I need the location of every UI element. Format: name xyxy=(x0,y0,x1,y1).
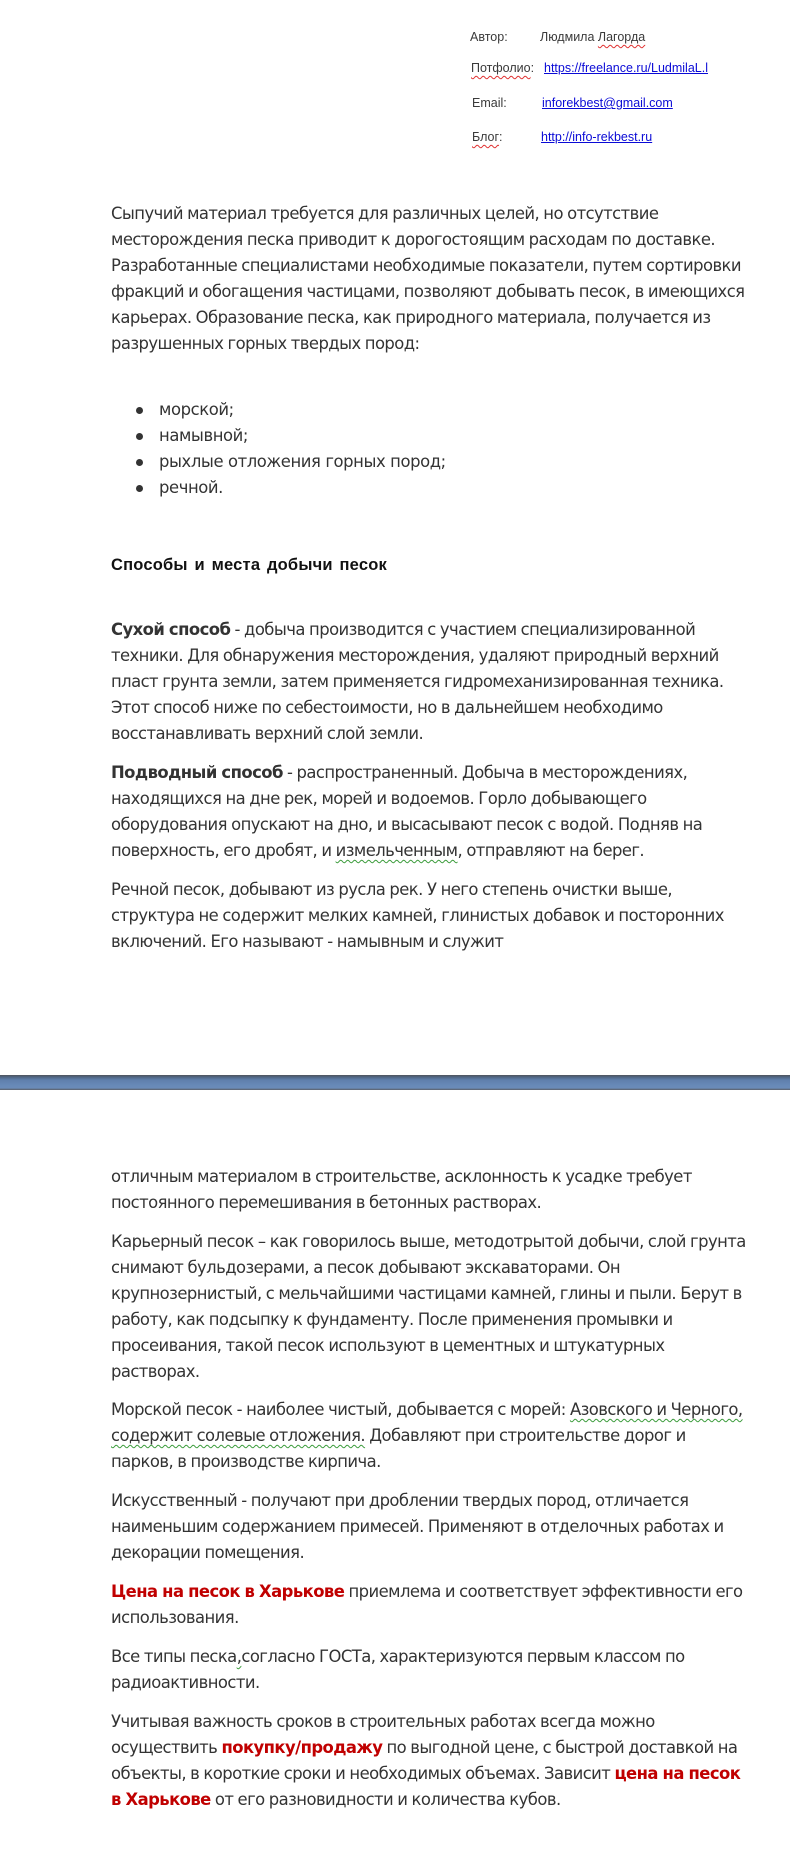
page-break-separator xyxy=(0,1075,790,1090)
flagged-phrase: Азовского и Черного, содержит солевые отложения. xyxy=(111,1400,743,1445)
price-paragraph: Цена на песок в Харькове приемлема и соответствует эффективности его использования. xyxy=(111,1582,743,1627)
email-label: Email: xyxy=(472,96,507,110)
dry-method-paragraph: Сухой способ - добыча производится с участием специализированной техники. Для обнаружения месторождения, удаляют природный верхний пласт грунта земли, затем применяется гидромеханизированная техника. Этот способ ниже по себестоимости, но в дальнейшем необходимо восстанавливать верхний слой земли. xyxy=(111,620,724,743)
flagged-word: измельченным xyxy=(335,841,458,860)
portfolio-label: Потфолио: xyxy=(471,61,535,75)
gost-paragraph: Все типы песка,согласно ГОСТа, характеризуются первым классом по радиоактивности. xyxy=(111,1647,685,1692)
blog-label: Блог: xyxy=(472,130,503,144)
artificial-sand-paragraph: Искусственный - получают при дроблении твердых пород, отличается наименьшим содержанием примесей. Применяют в отделочных работах и декорации помещения. xyxy=(111,1491,724,1562)
section-heading: Способы и места добычи песок xyxy=(111,556,387,574)
bullet-icon xyxy=(136,485,143,492)
dry-method-title: Сухой способ xyxy=(111,620,231,639)
sea-sand-paragraph: Морской песок - наиболее чистый, добывается с морей: Азовского и Черного, содержит солевые отложения. Добавляют при строительстве дорог и парков, в производстве кирпича. xyxy=(111,1400,743,1471)
river-sand-continued: отличным материалом в строительстве, асклонность к усадке требует постоянного перемешивания в бетонных растворах. xyxy=(111,1167,692,1212)
underwater-method-paragraph: Подводный способ - распространенный. Добыча в месторождениях, находящихся на дне рек, морей и водоемов. Горло добывающего оборудования опускают на дно, и высасывают песок с водой. Подняв на поверхность, его дробят, и измельченным, отправляют на берег. xyxy=(111,763,703,860)
closing-paragraph: Учитывая важность сроков в строительных работах всегда можно осуществить покупку/продажу по выгодной цене, с быстрой доставкой на объекты, в короткие сроки и необходимых объемах. Зависит цена на песок в Харькове от его разновидности и количества кубов. xyxy=(111,1712,741,1809)
river-sand-paragraph: Речной песок, добывают из русла рек. У него степень очистки выше, структура не содержит мелких камней, глинистых добавок и посторонних включений. Его называют - намывным и служит xyxy=(111,880,724,951)
author-surname: Лагорда xyxy=(597,30,646,44)
list-item: морской; xyxy=(111,397,446,423)
author-label: Автор: xyxy=(470,30,508,44)
purchase-highlight: покупку/продажу xyxy=(221,1738,383,1757)
list-item: речной. xyxy=(111,475,446,501)
intro-paragraph: Сыпучий материал требуется для различных целей, но отсутствие месторождения песка приводит к дорогостоящим расходам по доставке. Разработанные специалистами необходимые показатели, путем сортировки фракций и обогащения частицами, позволяют добывать песок, в имеющихся карьерах. Образование песка, как природного материала, получается из разрушенных горных твердых пород: xyxy=(111,204,745,353)
bullet-icon xyxy=(136,459,143,466)
email-link[interactable]: inforekbest@gmail.com xyxy=(542,96,673,110)
price-highlight-2: цена на песок в Харькове xyxy=(111,1764,741,1809)
price-highlight: Цена на песок в Харькове xyxy=(111,1582,345,1601)
quarry-sand-paragraph: Карьерный песок – как говорилось выше, методотрытой добычи, слой грунта снимают бульдозерами, а песок добывают экскаваторами. Он крупнозернистый, с мельчайшими частицами камней, глины и пыли. Берут в работу, как подсыпку к фундаменту. После применения промывки и просеивания, такой песок используют в цементных и штукатурных растворах. xyxy=(111,1232,746,1381)
flagged-comma: , xyxy=(236,1647,242,1666)
bullet-icon xyxy=(136,433,143,440)
sand-types-list xyxy=(111,397,446,501)
portfolio-link[interactable]: https://freelance.ru/LudmilaL.l xyxy=(544,61,708,75)
bullet-icon xyxy=(136,407,143,414)
underwater-method-title: Подводный способ xyxy=(111,763,283,782)
list-item: намывной; xyxy=(111,423,446,449)
blog-link[interactable]: http://info-rekbest.ru xyxy=(541,130,653,144)
list-item: рыхлые отложения горных пород; xyxy=(111,449,446,475)
author-name: Людмила Лагорда xyxy=(540,30,646,44)
document-page-2 xyxy=(0,1090,790,1865)
